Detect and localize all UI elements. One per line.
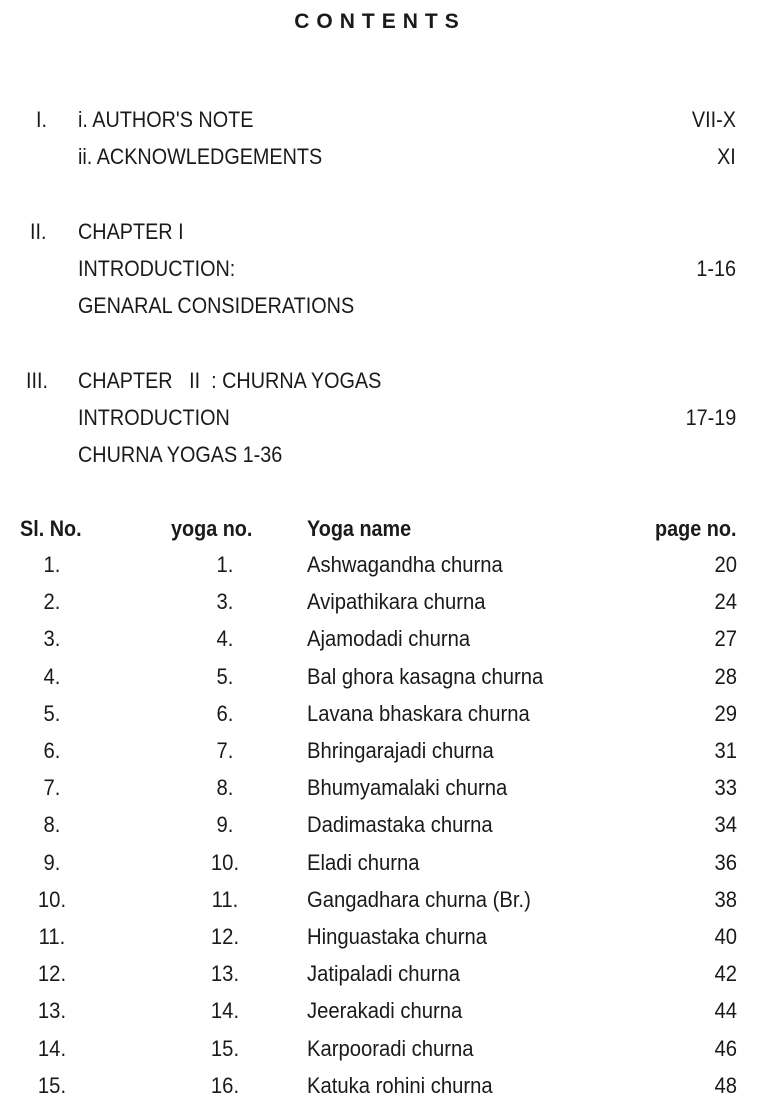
cell-sl-no: 11. [38,924,66,949]
cell-sl-no: 14. [37,1036,67,1061]
cell-yoga-no: 7. [216,738,234,763]
header-page-no: page no. [654,516,736,541]
toc-page-introduction: 1-16 [696,256,736,281]
cell-page-no: 40 [714,924,737,949]
cell-yoga-name: Bal ghora kasagna churna [307,664,544,689]
cell-page-no: 36 [714,850,737,875]
toc-entry-authors-note: i. AUTHOR'S NOTE [78,107,254,132]
section-numeral: II. [30,219,47,244]
cell-yoga-no: 4. [216,626,234,651]
toc-entry-chapter-2: CHAPTER II : CHURNA YOGAS [78,368,382,393]
cell-sl-no: 15. [37,1073,67,1098]
cell-yoga-no: 6. [216,701,234,726]
toc-entry-general-considerations: GENARAL CONSIDERATIONS [78,293,355,318]
toc-entry-introduction: INTRODUCTION: [78,256,236,281]
cell-sl-no: 4. [43,664,61,689]
cell-yoga-name: Bhumyamalaki churna [307,775,508,800]
header-sl-no: Sl. No. [20,516,82,541]
cell-yoga-name: Hinguastaka churna [307,924,488,949]
section-numeral: I. [36,107,48,132]
toc-entry-acknowledgements: ii. ACKNOWLEDGEMENTS [78,144,323,169]
cell-page-no: 38 [714,887,737,912]
cell-yoga-name: Katuka rohini churna [307,1073,493,1098]
cell-sl-no: 1. [43,552,61,577]
cell-page-no: 42 [714,961,737,986]
cell-sl-no: 13. [37,998,67,1023]
cell-yoga-no: 15. [210,1036,240,1061]
cell-yoga-name: Ajamodadi churna [307,626,471,651]
cell-page-no: 46 [714,1036,737,1061]
cell-sl-no: 10. [37,887,67,912]
cell-yoga-no: 11. [211,887,239,912]
cell-page-no: 29 [714,701,737,726]
cell-yoga-no: 8. [216,775,234,800]
cell-page-no: 34 [714,812,737,837]
cell-sl-no: 9. [43,850,61,875]
cell-page-no: 27 [714,626,737,651]
cell-yoga-name: Dadimastaka churna [307,812,493,837]
section-numeral: III. [26,368,49,393]
cell-yoga-no: 3. [216,589,234,614]
cell-yoga-no: 12. [210,924,240,949]
cell-page-no: 24 [714,589,737,614]
cell-page-no: 31 [714,738,737,763]
cell-yoga-name: Bhringarajadi churna [307,738,494,763]
cell-sl-no: 6. [43,738,61,763]
cell-yoga-no: 14. [210,998,240,1023]
page-title: CONTENTS [294,10,466,33]
cell-yoga-no: 10. [210,850,240,875]
header-yoga-no: yoga no. [171,516,253,541]
cell-yoga-name: Eladi churna [307,850,420,875]
cell-page-no: 44 [714,998,737,1023]
cell-page-no: 33 [714,775,737,800]
cell-sl-no: 5. [43,701,61,726]
cell-yoga-name: Jeerakadi churna [307,998,463,1023]
toc-entry-churna-yogas: CHURNA YOGAS 1-36 [78,442,283,467]
cell-yoga-name: Lavana bhaskara churna [307,701,530,726]
cell-yoga-name: Ashwagandha churna [307,552,503,577]
toc-page-authors-note: VII-X [691,107,736,132]
cell-page-no: 48 [714,1073,737,1098]
cell-yoga-name: Karpooradi churna [307,1036,474,1061]
cell-yoga-no: 16. [210,1073,240,1098]
cell-page-no: 20 [714,552,737,577]
cell-sl-no: 12. [37,961,67,986]
cell-yoga-name: Jatipaladi churna [307,961,461,986]
cell-sl-no: 3. [43,626,61,651]
toc-entry-chapter-1: CHAPTER I [78,219,184,244]
cell-sl-no: 2. [43,589,61,614]
cell-sl-no: 8. [43,812,61,837]
cell-yoga-name: Avipathikara churna [307,589,486,614]
cell-yoga-no: 1. [216,552,234,577]
header-yoga-name: Yoga name [307,516,412,541]
toc-page-acknowledgements: XI [717,144,736,169]
cell-yoga-name: Gangadhara churna (Br.) [307,887,531,912]
cell-page-no: 28 [714,664,737,689]
toc-entry-introduction-2: INTRODUCTION [78,405,230,430]
cell-yoga-no: 9. [216,812,234,837]
cell-yoga-no: 5. [216,664,234,689]
cell-yoga-no: 13. [210,961,240,986]
cell-sl-no: 7. [43,775,61,800]
toc-page-introduction-2: 17-19 [685,405,736,430]
